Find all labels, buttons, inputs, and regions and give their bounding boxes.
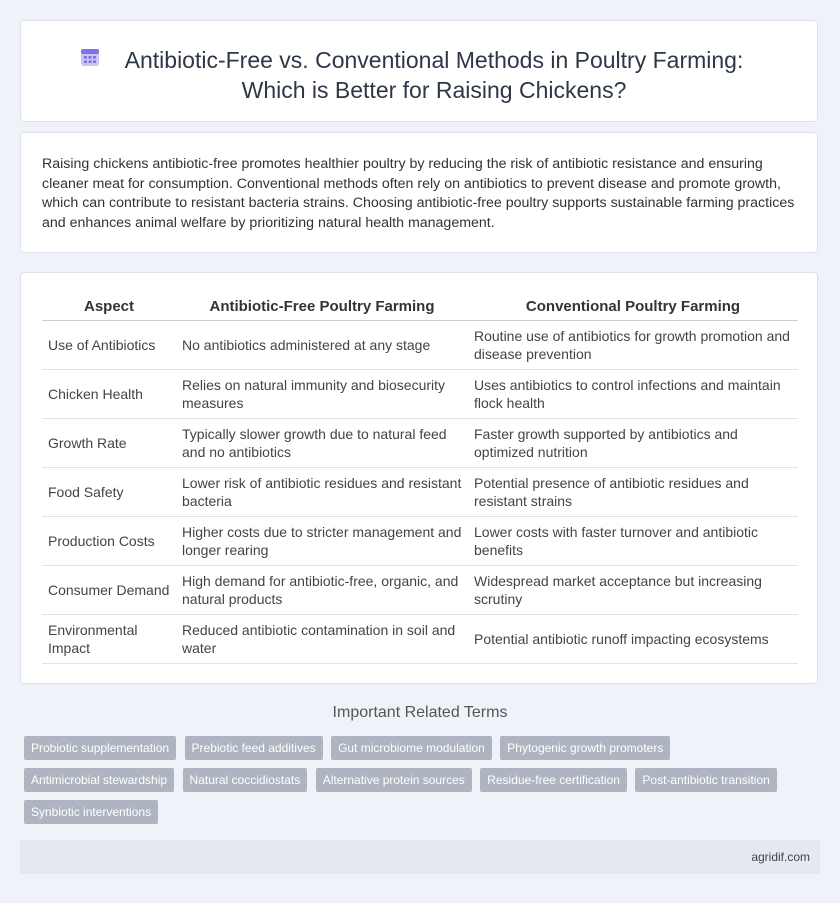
table-row [42,370,798,419]
antibiotic-free-cell: Relies on natural immunity and biosecurity measures [176,370,468,419]
header-aspect: Aspect [42,293,176,321]
aspect-cell: Environmental Impact [42,615,176,664]
table-row [42,615,798,664]
table-row [42,321,798,370]
related-term-tag[interactable]: Synbiotic interventions [24,800,158,824]
conventional-cell: Potential antibiotic runoff impacting ecosystems [468,615,798,664]
antibiotic-free-cell: Reduced antibiotic contamination in soil and water [176,615,468,664]
comparison-table [42,293,798,664]
related-term-tag[interactable]: Residue-free certification [480,768,627,792]
header-conventional: Conventional Poultry Farming [468,293,798,321]
title-card [20,20,818,122]
aspect-cell: Production Costs [42,517,176,566]
comparison-table-card [20,272,818,684]
aspect-cell: Food Safety [42,468,176,517]
conventional-cell: Routine use of antibiotics for growth promotion and disease prevention [468,321,798,370]
table-row [42,468,798,517]
related-term-tag[interactable]: Gut microbiome modulation [331,736,492,760]
antibiotic-free-cell: Higher costs due to stricter management and longer rearing [176,517,468,566]
antibiotic-free-cell: Lower risk of antibiotic residues and resistant bacteria [176,468,468,517]
antibiotic-free-cell: High demand for antibiotic-free, organic, and natural products [176,566,468,615]
related-term-tag[interactable]: Antimicrobial stewardship [24,768,174,792]
aspect-cell: Growth Rate [42,419,176,468]
related-term-tag[interactable]: Phytogenic growth promoters [500,736,670,760]
table-header-row [42,293,798,321]
related-term-tag[interactable]: Alternative protein sources [316,768,472,792]
aspect-cell: Use of Antibiotics [42,321,176,370]
related-term-tag[interactable]: Probiotic supplementation [24,736,176,760]
footer [20,840,820,874]
conventional-cell: Potential presence of antibiotic residues and resistant strains [468,468,798,517]
aspect-cell: Chicken Health [42,370,176,419]
table-row [42,517,798,566]
conventional-cell: Widespread market acceptance but increasing scrutiny [468,566,798,615]
conventional-cell: Uses antibiotics to control infections and maintain flock health [468,370,798,419]
related-terms-list [24,736,816,832]
table-row [42,566,798,615]
related-terms-title: Important Related Terms [332,704,508,721]
intro-paragraph: Raising chickens antibiotic-free promotes healthier poultry by reducing the risk of antibiotic resistance and ensuring cleaner meat for consumption. Conventional methods often rely on antibiotics to prevent disease and promote growth, which can contribute to resistant bacteria strains. Choosing antibiotic-free poultry supports sustainable farming practices and enhances animal welfare by prioritizing natural health management. [42,156,795,231]
related-term-tag[interactable]: Natural coccidiostats [183,768,308,792]
related-term-tag[interactable]: Post-antibiotic transition [635,768,776,792]
header-antibiotic-free: Antibiotic-Free Poultry Farming [176,293,468,321]
antibiotic-free-cell: Typically slower growth due to natural feed and no antibiotics [176,419,468,468]
conventional-cell: Lower costs with faster turnover and antibiotic benefits [468,517,798,566]
page-title: Antibiotic-Free vs. Conventional Methods in Poultry Farming: Which is Better for Raising Chickens? [124,47,744,103]
table-row [42,419,798,468]
aspect-cell: Consumer Demand [42,566,176,615]
antibiotic-free-cell: No antibiotics administered at any stage [176,321,468,370]
conventional-cell: Faster growth supported by antibiotics and optimized nutrition [468,419,798,468]
related-term-tag[interactable]: Prebiotic feed additives [185,736,323,760]
intro-card [20,132,818,253]
footer-site-link[interactable]: agridif.com [751,850,810,864]
